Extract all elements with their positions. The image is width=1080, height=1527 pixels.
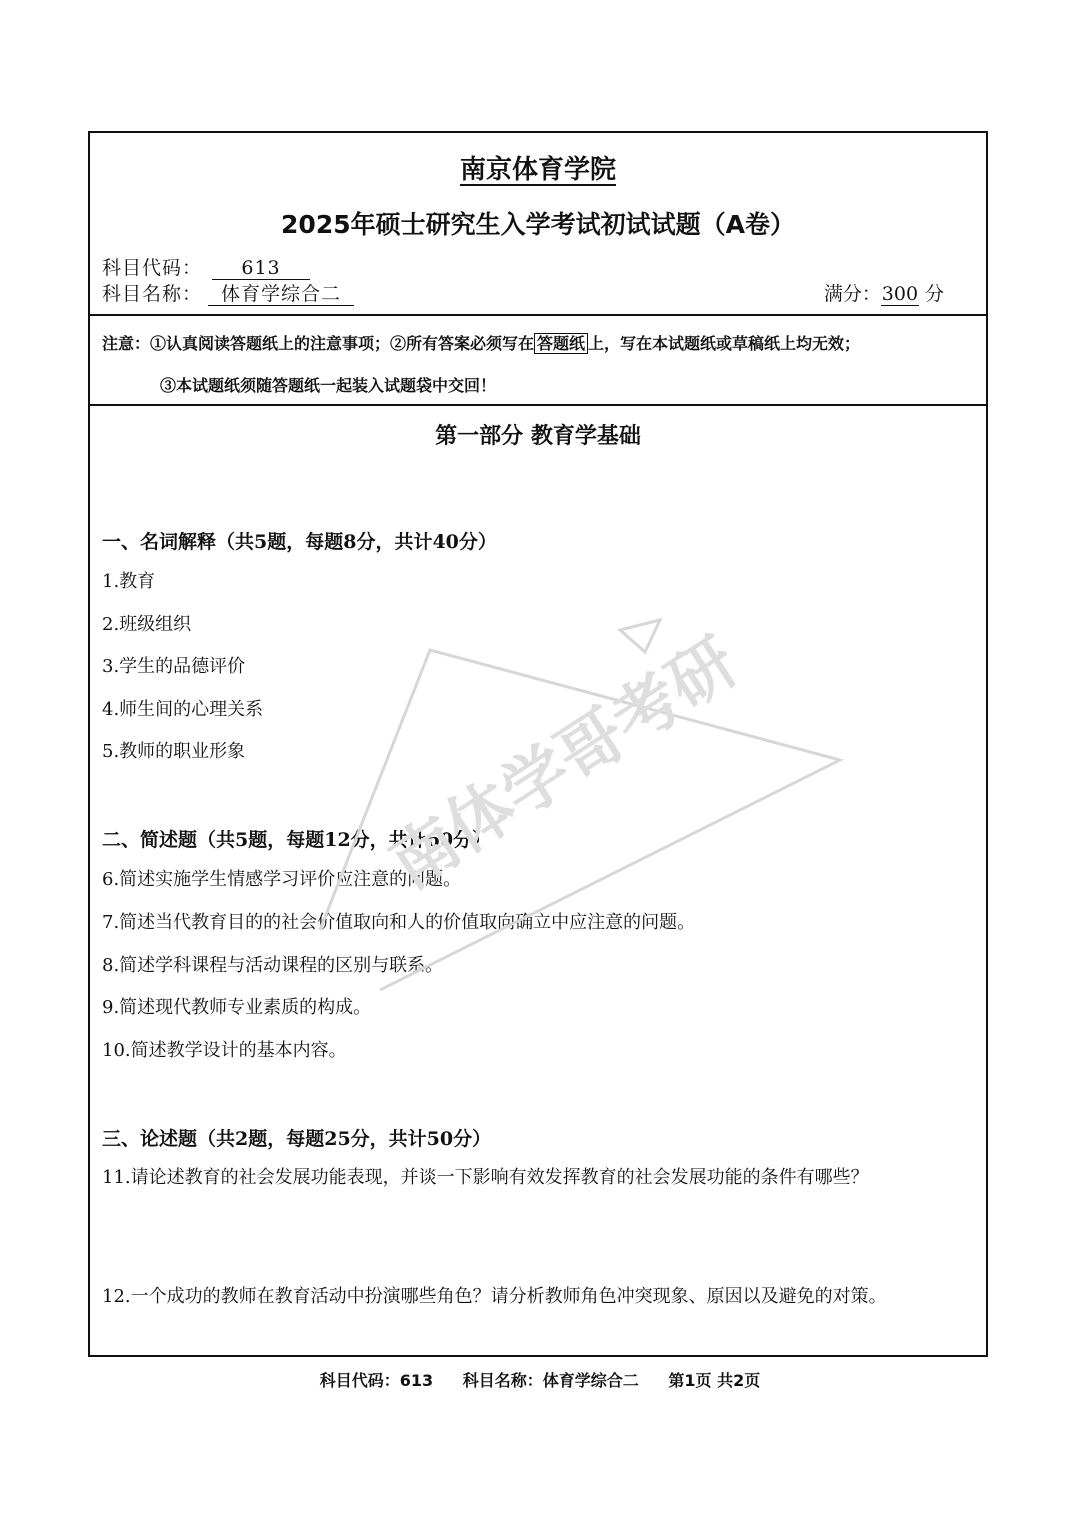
footer-page-number: 第1页 共2页 (668, 1371, 761, 1390)
page-footer (0, 1368, 1080, 1391)
school-name: 南京体育学院 (459, 155, 616, 185)
answer-sheet-box: 答题纸 (534, 333, 588, 354)
question-item: 3.学生的品德评价 (102, 656, 246, 677)
question-item: 6.简述实施学生情感学习评价应注意的问题。 (102, 869, 462, 890)
watermark-text: 南体学哥考研 (376, 623, 751, 904)
exam-paper-frame (88, 131, 988, 1357)
exam-title: 2025年硕士研究生入学考试初试试题（A卷） (281, 210, 795, 239)
full-score: 满分：300 分 (823, 283, 944, 305)
section-title: 三、论述题（共2题，每题25分，共计50分） (102, 1128, 492, 1150)
part-title: 第一部分 教育学基础 (435, 424, 641, 449)
question-item: 2.班级组织 (102, 614, 192, 635)
divider (90, 404, 986, 406)
divider (90, 314, 986, 316)
notice-line-1: 注意：①认真阅读答题纸上的注意事项；②所有答案必须写在 答题纸 上，写在本试题纸或草稿纸上均无效； (102, 334, 861, 353)
section-title: 二、简述题（共5题，每题12分，共计60分） (102, 829, 492, 851)
question-item: 8.简述学科课程与活动课程的区别与联系。 (102, 955, 444, 976)
question-item: 11.请论述教育的社会发展功能表现，并谈一下影响有效发挥教育的社会发展功能的条件有哪些？ (102, 1167, 869, 1188)
footer-subject-name: 科目名称：体育学综合二 (462, 1371, 639, 1390)
question-item: 1.教育 (102, 571, 156, 592)
question-item: 4.师生间的心理关系 (102, 699, 264, 720)
question-item: 9.简述现代教师专业素质的构成。 (102, 997, 372, 1018)
question-item: 7.简述当代教育目的的社会价值取向和人的价值取向确立中应注意的问题。 (102, 912, 696, 933)
question-item: 10.简述教学设计的基本内容。 (102, 1040, 347, 1061)
question-item: 12.一个成功的教师在教育活动中扮演哪些角色？请分析教师角色冲突现象、原因以及避免的对策。 (102, 1286, 887, 1307)
footer-subject-code: 科目代码：613 (319, 1371, 434, 1390)
subject-code-value: 613 (212, 257, 310, 280)
notice-line-2: ③本试题纸须随答题纸一起装入试题袋中交回！ (160, 376, 497, 395)
subject-name-value: 体育学综合二 (208, 283, 354, 306)
section-title: 一、名词解释（共5题，每题8分，共计40分） (102, 531, 497, 553)
full-score-value: 300 (881, 283, 919, 305)
subject-code-row: 科目代码： 613 (102, 253, 310, 280)
question-item: 5.教师的职业形象 (102, 741, 246, 762)
subject-name-row: 科目名称： 体育学综合二 (102, 279, 354, 306)
